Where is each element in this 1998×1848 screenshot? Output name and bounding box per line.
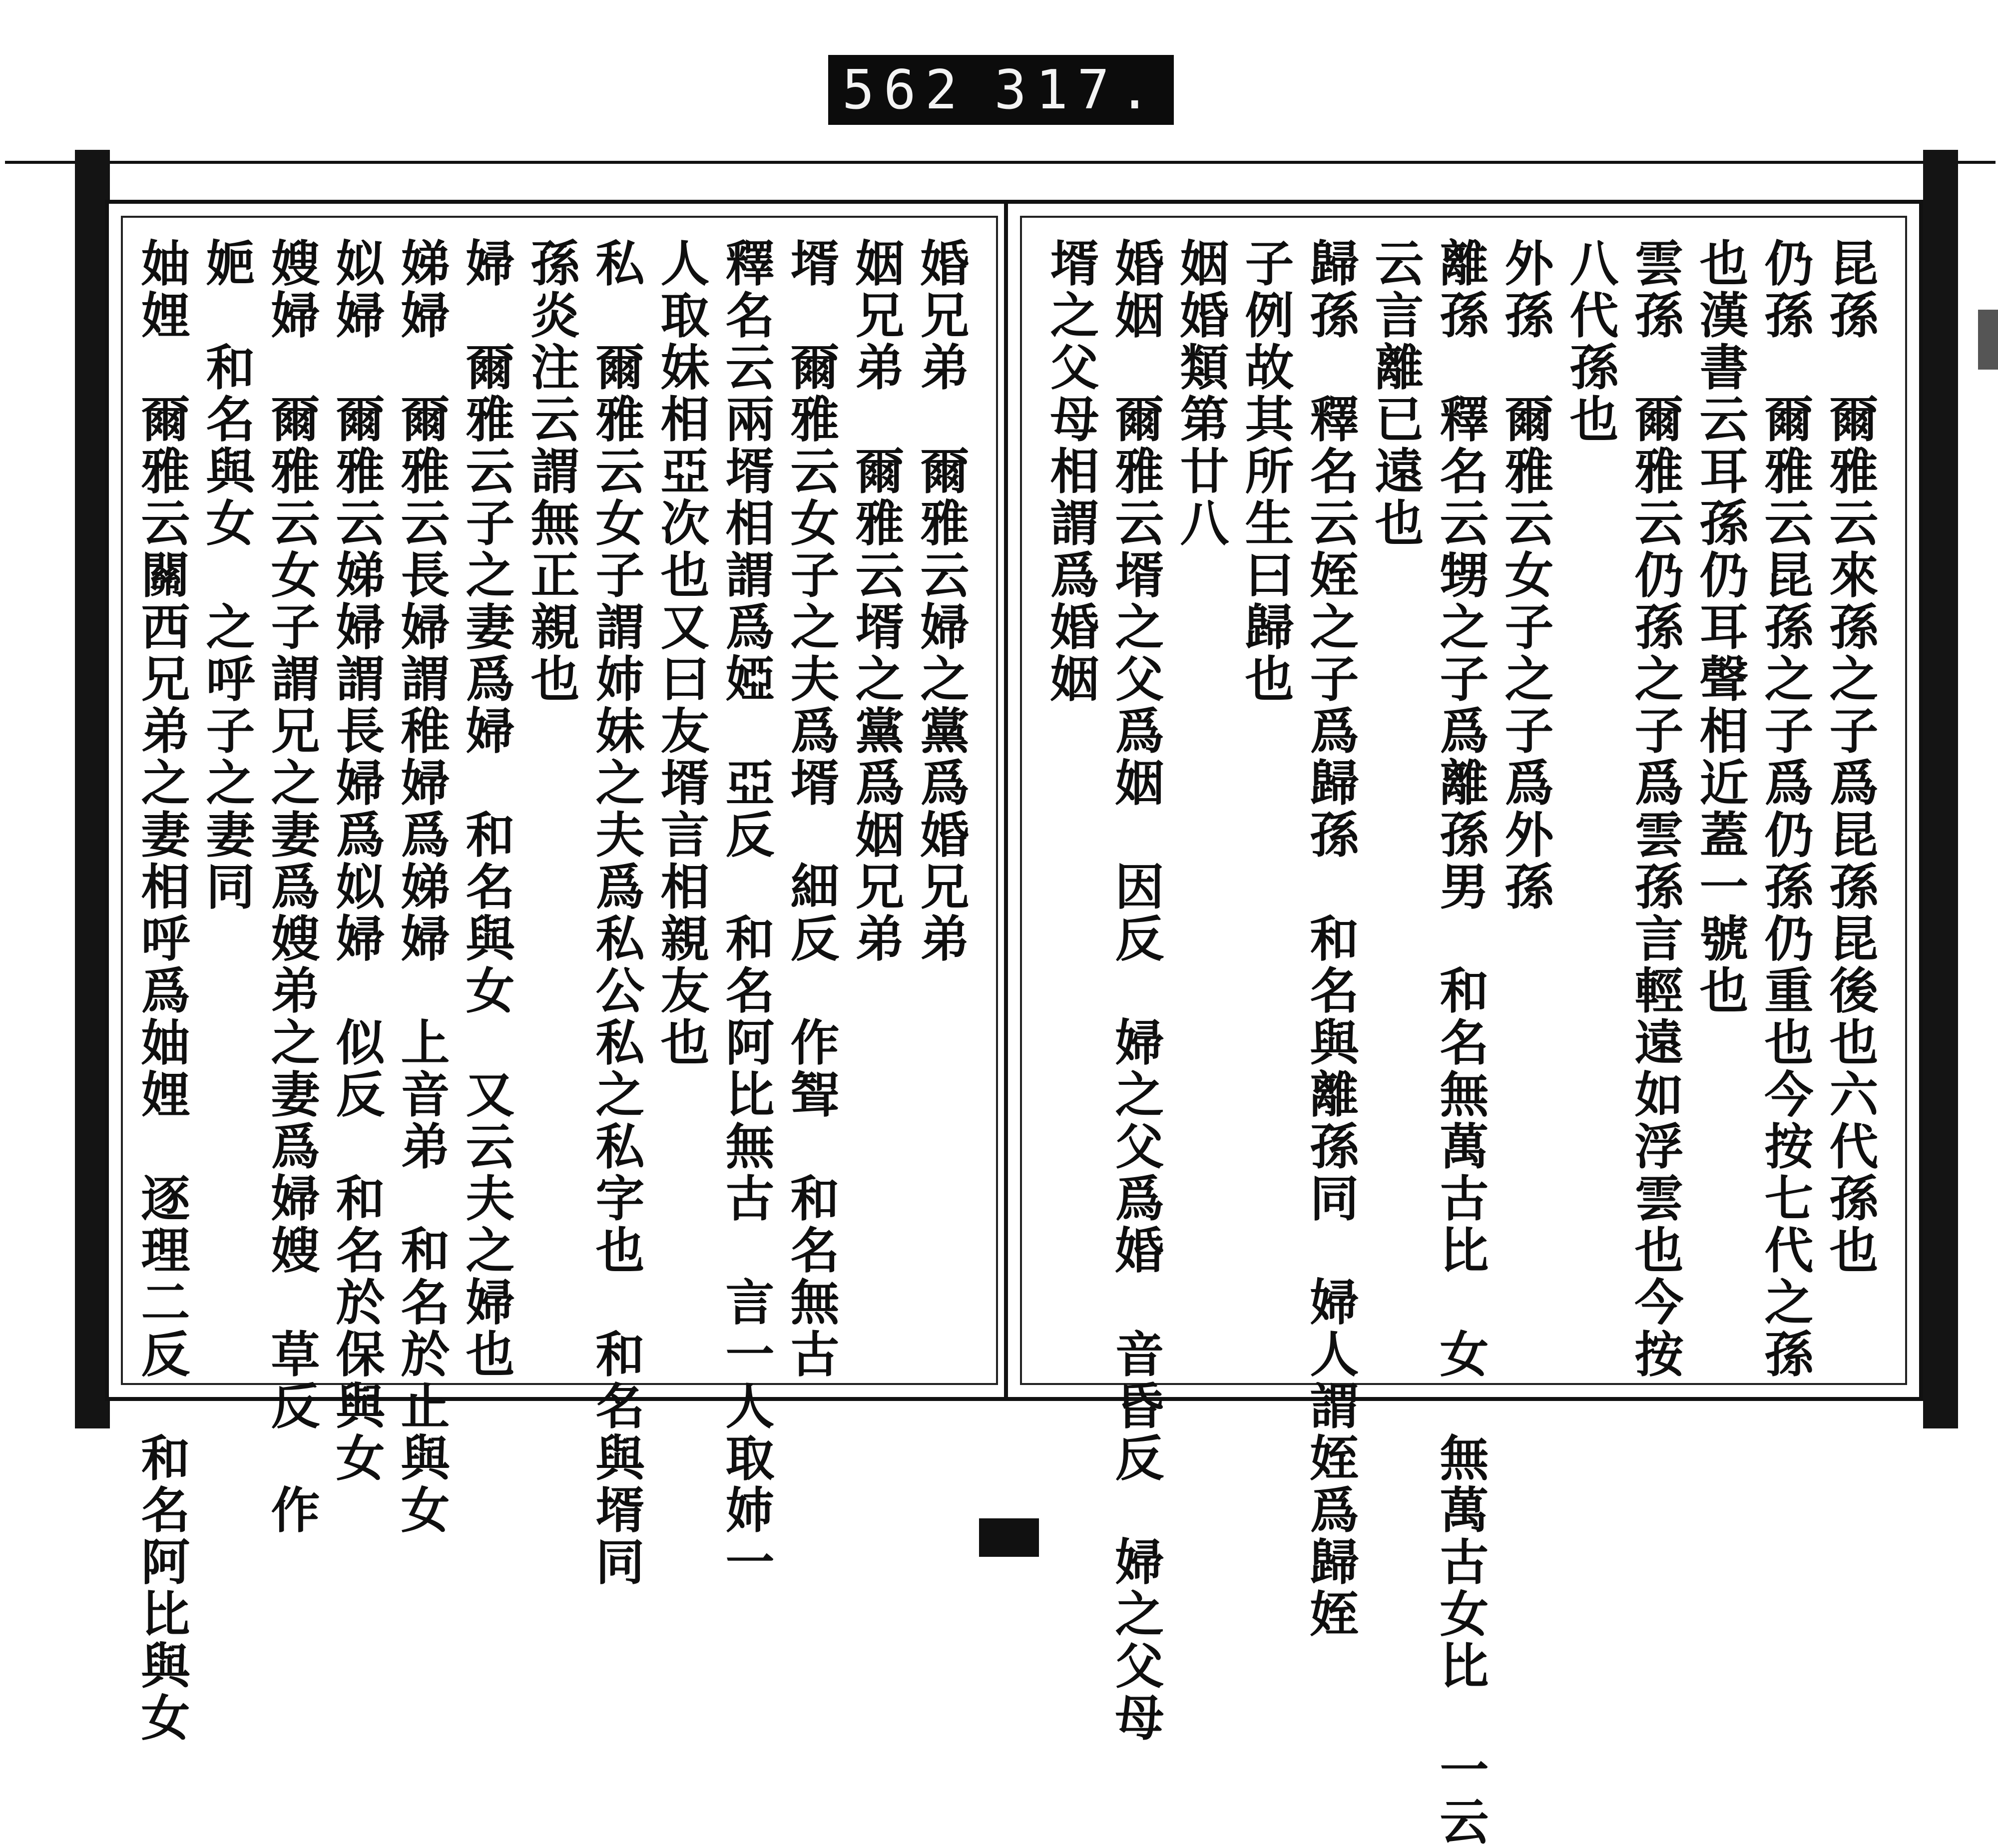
left-col-8: 婦 爾雅云子之妻爲婦 和名與女 又云夫之婦也 <box>458 238 515 1381</box>
right-col-4: 雲孫 爾雅云仍孫之子爲雲孫言輕遠如浮雲也今按 <box>1626 238 1684 1381</box>
book-edge-right <box>1923 150 1958 1428</box>
left-col-6: 私 爾雅云女子謂姉妹之夫爲私公私之私字也 和名與壻同 <box>587 238 645 1588</box>
right-col-12: 婚姻 爾雅云壻之父爲姻 因反 婦之父爲婚 音昏反 婦之父母 <box>1107 238 1164 1744</box>
right-col-11: 姻婚類第廿八 <box>1172 238 1229 549</box>
right-col-1: 昆孫 爾雅云來孫之子爲昆孫昆後也六代孫也 <box>1821 238 1879 1277</box>
right-col-7: 離孫 釋名云甥之子爲離孫男 和名無萬古比 女 無萬古女比 一云 <box>1432 238 1489 1848</box>
label-right-number: 317. <box>994 58 1160 121</box>
left-col-13: 妯娌 爾雅云關西兄弟之妻相呼爲妯娌 逐理二反 和名阿比與女 <box>133 238 190 1744</box>
right-col-13: 壻之父母相謂爲婚姻 <box>1042 238 1099 705</box>
left-page <box>105 200 1014 1744</box>
left-col-3: 壻 爾雅云女子之夫爲壻 細反 作聟 和名無古 <box>782 238 840 1381</box>
left-col-7: 孫炎注云謂無正親也 <box>522 238 580 705</box>
right-col-9: 歸孫 釋名云姪之子爲歸孫 和名與離孫同 婦人謂姪爲歸姪 <box>1302 238 1359 1640</box>
left-page-frame <box>121 216 998 1744</box>
archive-label <box>828 55 1174 125</box>
left-col-5: 人取妹相亞次也又曰友壻言相親友也 <box>652 238 710 1069</box>
left-col-11: 嫂婦 爾雅云女子謂兄之妻爲嫂弟之妻爲婦嫂 草反 作 <box>263 238 320 1536</box>
top-rule <box>5 161 1996 164</box>
right-page <box>1004 200 1923 1848</box>
right-col-8: 云言離已遠也 <box>1367 238 1424 549</box>
left-col-4: 釋名云兩壻相謂爲婭 亞反 和名阿比無古 言一人取姉一 <box>717 238 775 1588</box>
left-col-9: 娣婦 爾雅云長婦謂稚婦爲娣婦 上音弟 和名於止與女 <box>393 238 450 1536</box>
left-col-10: 姒婦 爾雅云娣婦謂長婦爲姒婦 似反 和名於保與女 <box>328 238 385 1484</box>
spine-tab <box>979 1518 1039 1557</box>
right-col-10: 子例故其所生曰歸也 <box>1237 238 1294 705</box>
left-col-2: 姻兄弟 爾雅云壻之黨爲姻兄弟 <box>847 238 905 965</box>
left-col-1: 婚兄弟 爾雅云婦之黨爲婚兄弟 <box>912 238 970 965</box>
right-col-2: 仍孫 爾雅云昆孫之子爲仍孫仍重也今按七代之孫 <box>1756 238 1814 1381</box>
side-tab <box>1978 310 1998 370</box>
right-col-3: 也漢書云耳孫仍耳聲相近蓋一號也 <box>1691 238 1749 1017</box>
right-col-6: 外孫 爾雅云女子之子爲外孫 <box>1497 238 1554 913</box>
right-page-frame <box>1020 216 1907 1848</box>
left-col-12: 㛂 和名與女 之呼子之妻同 <box>198 238 255 913</box>
right-col-5: 八代孫也 <box>1561 238 1619 446</box>
label-left-number: 562 <box>842 58 967 121</box>
